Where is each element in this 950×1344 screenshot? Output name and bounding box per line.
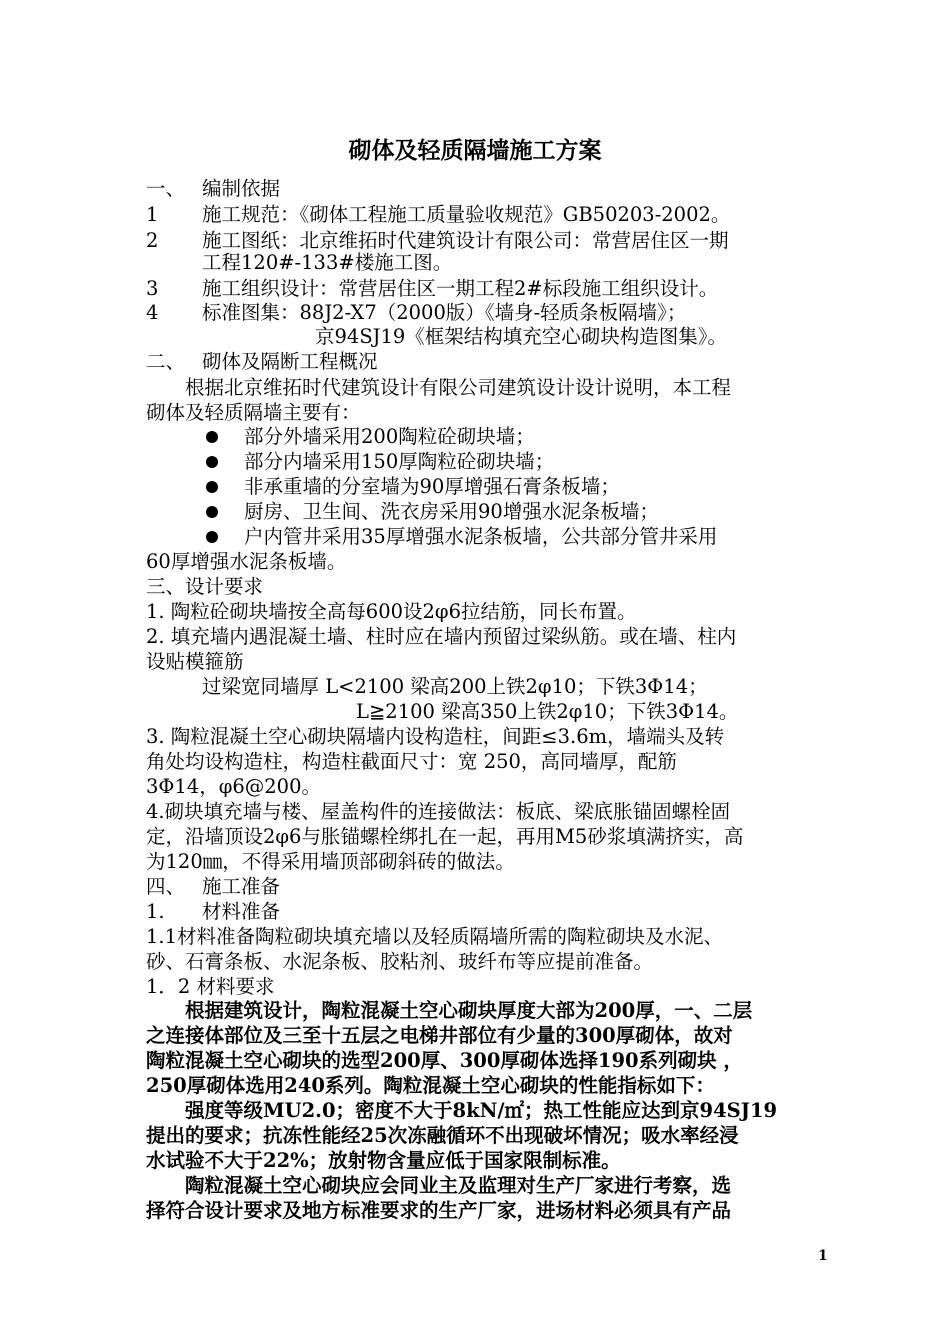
bullet-item: 非承重墙的分室墙为90厚增强石膏条板墙； xyxy=(244,475,620,498)
list-item-text: 施工组织设计：常营居住区一期工程2#标段施工组织设计。 xyxy=(202,277,719,300)
paragraph-line: 为120㎜，不得采用墙顶部砌斜砖的做法。 xyxy=(146,850,515,873)
bold-paragraph-line: 提出的要求；抗冻性能经25次冻融循环不出现破坏情况；吸水率经浸 xyxy=(146,1124,739,1147)
paragraph-line: L≧2100 梁高350上铁2φ10；下铁3Φ14。 xyxy=(356,700,739,723)
bold-paragraph-line: 水试验不大于22%；放射物含量应低于国家限制标准。 xyxy=(146,1149,621,1172)
bold-paragraph-line: 250厚砌体选用240系列。陶粒混凝土空心砌块的性能指标如下： xyxy=(146,1074,715,1097)
section-1-heading: 编制依据 xyxy=(202,177,281,200)
bullet-item: 部分内墙采用150厚陶粒砼砌块墙； xyxy=(244,450,555,473)
bullet-icon xyxy=(206,456,218,468)
bullet-item: 户内管井采用35厚增强水泥条板墙，公共部分管井采用 xyxy=(244,525,718,548)
paragraph-line: 砌体及轻质隔墙主要有： xyxy=(146,401,361,424)
paragraph-line: 过梁宽同墙厚 L<2100 梁高200上铁2φ10；下铁3Φ14； xyxy=(202,675,708,698)
paragraph-line: 1. 陶粒砼砌块墙按全高每600设2φ6拉结筋，同长布置。 xyxy=(146,600,637,623)
paragraph-line: 砂、石膏条板、水泥条板、胶粘剂、玻纤布等应提前准备。 xyxy=(146,950,654,973)
section-1-number: 一、 xyxy=(146,177,186,200)
bullet-icon xyxy=(206,506,218,518)
list-item-continuation: 京94SJ19《框架结构填充空心砌块构造图集》。 xyxy=(315,325,728,348)
list-item-text: 施工图纸：北京维拓时代建筑设计有限公司：常营居住区一期 xyxy=(202,229,729,252)
paragraph-line: 定，沿墙顶设2φ6与胀锚螺栓绑扎在一起，再用M5砂浆填满挤实，高 xyxy=(146,825,744,848)
bullet-continuation: 60厚增强水泥条板墙。 xyxy=(146,550,347,573)
list-item-continuation: 工程120#-133#楼施工图。 xyxy=(202,251,453,274)
list-item-text: 施工规范：《砌体工程施工质量验收规范》GB50203-2002。 xyxy=(202,203,731,226)
paragraph-line: 根据北京维拓时代建筑设计有限公司建筑设计设计说明，本工程 xyxy=(185,376,732,399)
bold-paragraph-line: 之连接体部位及三至十五层之电梯井部位有少量的300厚砌体，故对 xyxy=(146,1024,733,1047)
bullet-icon xyxy=(206,531,218,543)
bullet-icon xyxy=(206,431,218,443)
paragraph-line: 3Φ14，φ6@200。 xyxy=(146,775,321,798)
bold-paragraph-line: 强度等级MU2.0；密度不大于8kN/㎡；热工性能应达到京94SJ19 xyxy=(185,1099,778,1122)
section-4-heading: 施工准备 xyxy=(202,875,281,898)
bold-paragraph-line: 陶粒混凝土空心砌块的选型200厚、300厚砌体选择190系列砌块 ， xyxy=(146,1049,743,1072)
list-item-number: 3 xyxy=(146,277,159,300)
paragraph-line: 角处均设构造柱，构造柱截面尺寸：宽 250，高同墙厚，配筋 xyxy=(146,750,677,773)
paragraph-line: 1.1材料准备陶粒砌块填充墙以及轻质隔墙所需的陶粒砌块及水泥、 xyxy=(146,925,724,948)
paragraph-line: 3. 陶粒混凝土空心砌块隔墙内设构造柱，间距≤3.6m，墙端头及转 xyxy=(146,725,725,748)
subsection-heading: 材料准备 xyxy=(202,900,281,923)
bold-paragraph-line: 择符合设计要求及地方标准要求的生产厂家，进场材料必须具有产品 xyxy=(146,1199,732,1222)
page-title: 砌体及轻质隔墙施工方案 xyxy=(348,137,602,164)
bullet-item: 厨房、卫生间、洗衣房采用90增强水泥条板墙； xyxy=(244,500,659,523)
bullet-icon xyxy=(206,481,218,493)
list-item-number: 1 xyxy=(146,203,159,226)
bullet-item: 部分外墙采用200陶粒砼砌块墙； xyxy=(244,425,535,448)
bold-paragraph-line: 根据建筑设计，陶粒混凝土空心砌块厚度大部为200厚，一、二层 xyxy=(185,999,753,1022)
paragraph-line: 设贴模箍筋 xyxy=(146,650,244,673)
section-2-heading: 砌体及隔断工程概况 xyxy=(202,350,378,373)
paragraph-line: 4.砌块填充墙与楼、屋盖构件的连接做法：板底、梁底胀锚固螺栓固 xyxy=(146,800,731,823)
page-number: 1 xyxy=(818,1248,828,1264)
section-2-number: 二、 xyxy=(146,350,186,373)
list-item-number: 2 xyxy=(146,229,159,252)
list-item-text: 标准图集：88J2-X7（2000版）《墙身-轻质条板隔墙》； xyxy=(202,301,687,324)
subsection-number: 1. xyxy=(146,900,165,923)
paragraph-line: 1．2 材料要求 xyxy=(146,975,275,998)
bold-paragraph-line: 陶粒混凝土空心砌块应会同业主及监理对生产厂家进行考察，选 xyxy=(185,1174,732,1197)
list-item-number: 4 xyxy=(146,301,159,324)
section-3-heading: 三、设计要求 xyxy=(146,575,264,598)
paragraph-line: 2. 填充墙内遇混凝土墙、柱时应在墙内预留过梁纵筋。或在墙、柱内 xyxy=(146,625,737,648)
section-4-number: 四、 xyxy=(146,875,186,898)
